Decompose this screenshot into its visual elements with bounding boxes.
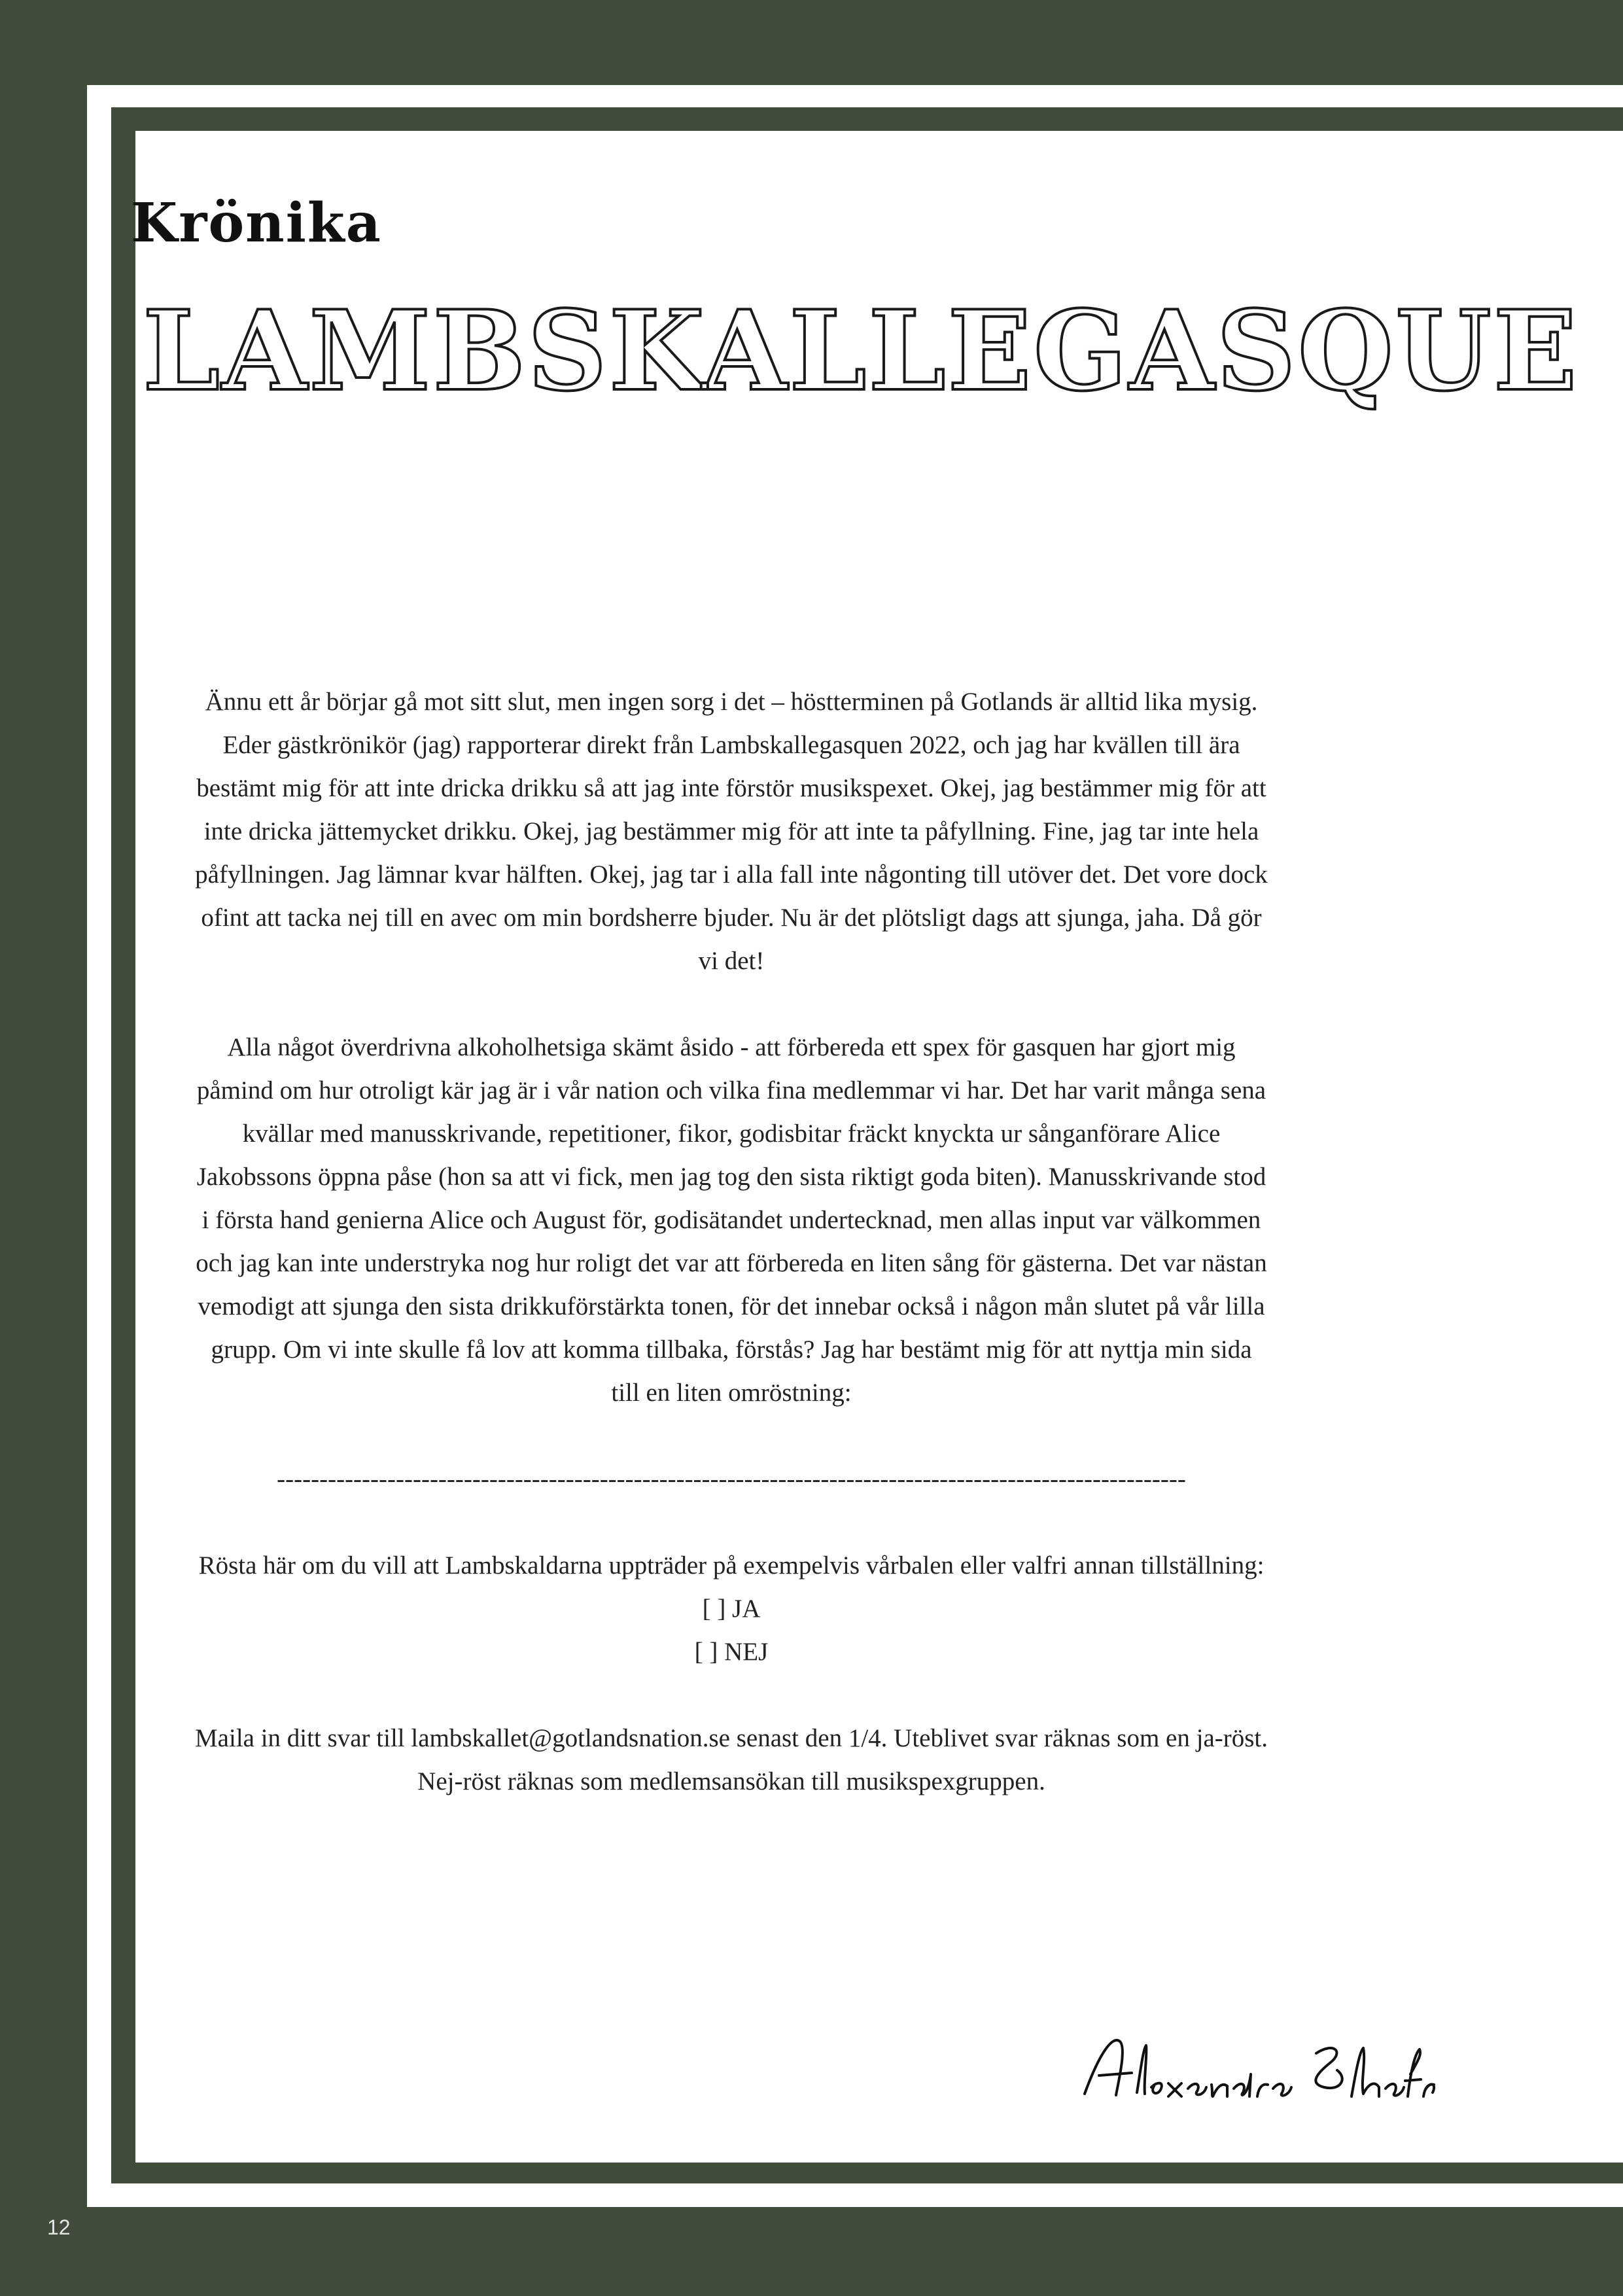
section-kicker: Krönika [131,192,382,255]
mail-instructions: Maila in ditt svar till lambskallet@gotlandsnation.se senast den 1/4. Uteblivet svar räknas som en ja-röst. Nej-röst räknas som medlemsansökan till musikspexgruppen. [195,1724,1268,1795]
dashed-divider: ----------------------------------------------------------------------------------------------------------- [277,1465,1186,1493]
page-number: 12 [47,2216,71,2239]
article-headline: LAMBSKALLEGASQUE [143,286,1579,415]
vote-question: Rösta här om du vill att Lambskaldarna uppträder på exempelvis vårbalen eller valfri annan tillställning: [198,1551,1265,1580]
vote-option-yes: [ ] JA [702,1595,761,1623]
article-paragraph-1: Ännu ett år börjar gå mot sitt slut, men ingen sorg i det – höstterminen på Gotlands är alltid lika mysig. Eder gästkrönikör (jag) rapporterar direkt från Lambskallegasquen 2022, och jag har kvällen till ära bestämt mig för att inte dricka drikku så att jag inte förstör musikspexet. Okej, jag bestämmer mig för att inte dricka jättemycket drikku. Okej, jag bestämmer mig för att inte ta påfyllning. Fine, jag tar inte hela påfyllningen. Jag lämnar kvar hälften. Okej, jag tar i alla fall inte någonting till utöver det. Det vore dock ofint att tacka nej till en avec om min bordsherre bjuder. Nu är det plötsligt dags att sjunga, jaha. Då gör vi det! [195,688,1268,975]
article-body [195,680,1268,1803]
article-paragraph-2: Alla något överdrivna alkoholhetsiga skämt åsido - att förbereda ett spex för gasquen har gjort mig påmind om hur otroligt kär jag är i vår nation och vilka fina medlemmar vi har. Det har varit många sena kvällar med manusskrivande, repetitioner, fikor, godisbitar fräckt knyckta ur sånganförare Alice Jakobssons öppna påse (hon sa att vi fick, men jag tog den sista riktigt goda biten). Manusskrivande stod i första hand genierna Alice och August för, godisätandet undertecknad, men allas input var välkommen och jag kan inte understryka nog hur roligt det var att förbereda en liten sång för gästerna. Det var nästan vemodigt att sjunga den sista drikkuförstärkta tonen, för det innebar också i någon mån slutet på vår lilla grupp. Om vi inte skulle få lov att komma tillbaka, förstås? Jag har bestämt mig för att nyttja min sida till en liten omröstning: [196,1033,1267,1407]
author-signature [1073,2015,1439,2120]
vote-option-no: [ ] NEJ [694,1638,769,1666]
vote-block [195,1544,1268,1674]
